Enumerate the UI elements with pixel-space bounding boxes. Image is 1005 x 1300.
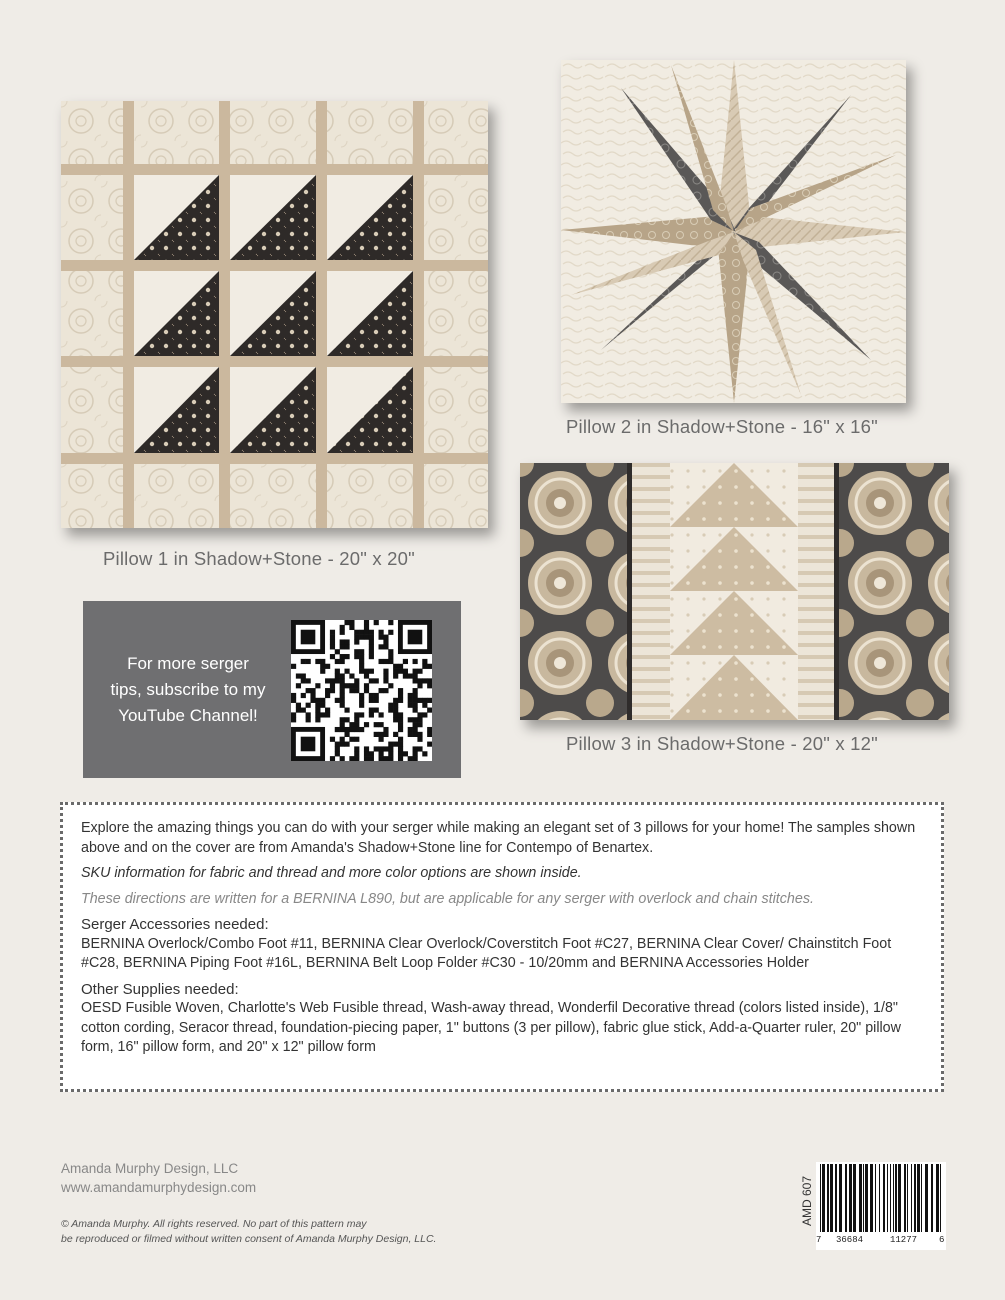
youtube-qr-code[interactable] (291, 620, 432, 761)
barcode-digits-right: 11277 (890, 1235, 918, 1245)
qr-code-icon (291, 620, 432, 761)
accessories-list: BERNINA Overlock/Combo Foot #11, BERNINA Clear Overlock/Coverstitch Foot #C27, BERNINA Clear Cover/ Chainstitch Foot #C28, BERNINA Piping Foot #16L, BERNINA Belt Loop Folder #C30 - 10/20mm and BERNINA Accessories Holder (81, 935, 892, 971)
directions-note: These directions are written for a BERNINA L890, but are applicable for any serger with overlock and chain stitches. (81, 890, 814, 907)
barcode-bars-icon (816, 1162, 946, 1234)
supplies-heading: Other Supplies needed: (81, 980, 239, 998)
supplies-list: OESD Fusible Woven, Charlotte's Web Fusible thread, Wash-away thread, Wonderfil Decorative thread (colors listed inside), 1/8" cotton cording, Seracor thread, foundation-piecing paper, 1" buttons (3 per pillow), fabric glue stick, Add-a-Quarter ruler, 20" pillow form, 16" pillow form, and 20" x 12" pillow form (81, 1000, 901, 1055)
barcode-digits-left: 36684 (836, 1235, 864, 1245)
pillow-2-star-graphic (561, 60, 906, 403)
company-name: Amanda Murphy Design, LLC (61, 1161, 239, 1176)
pillow-2-caption: Pillow 2 in Shadow+Stone - 16" x 16" (566, 416, 878, 437)
legal-line-2: be reproduced or filmed without written consent of Amanda Murphy Design, LLC. (61, 1233, 437, 1245)
pillow-1-image (61, 101, 488, 528)
pattern-info-box (60, 802, 944, 1092)
pillow-2-image (561, 60, 906, 403)
pillow-3-flying-geese-graphic (520, 463, 949, 720)
intro-text: Explore the amazing things you can do with your serger while making an elegant set of 3 pillows for your home! The samples shown above and on the cover are from Amanda's Shadow+Stone line for Contempo of Benartex. (81, 820, 916, 856)
pillow-3-caption: Pillow 3 in Shadow+Stone - 20" x 12" (566, 733, 878, 754)
promo-line-3: YouTube Channel! (118, 705, 258, 725)
copyright-notice (61, 1217, 436, 1247)
barcode-digit-prefix: 7 (816, 1235, 822, 1245)
pillow-1-caption: Pillow 1 in Shadow+Stone - 20" x 20" (103, 548, 415, 569)
youtube-promo-text (83, 601, 293, 778)
accessories-heading: Serger Accessories needed: (81, 916, 269, 933)
promo-line-2: tips, subscribe to my (110, 679, 266, 699)
pillow-3-image (520, 463, 949, 720)
company-website[interactable]: www.amandamurphydesign.com (61, 1180, 257, 1195)
legal-line-1: © Amanda Murphy. All rights reserved. No part of this pattern may (61, 1218, 367, 1230)
youtube-promo-panel (83, 601, 461, 778)
promo-line-1: For more serger (127, 653, 249, 673)
barcode-digit-suffix: 6 (939, 1235, 945, 1245)
sku-code: AMD 607 (800, 1175, 814, 1227)
sku-note: SKU information for fabric and thread and more color options are shown inside. (81, 865, 582, 881)
barcode (816, 1162, 946, 1250)
pillow-1-quilt-graphic (61, 101, 488, 528)
